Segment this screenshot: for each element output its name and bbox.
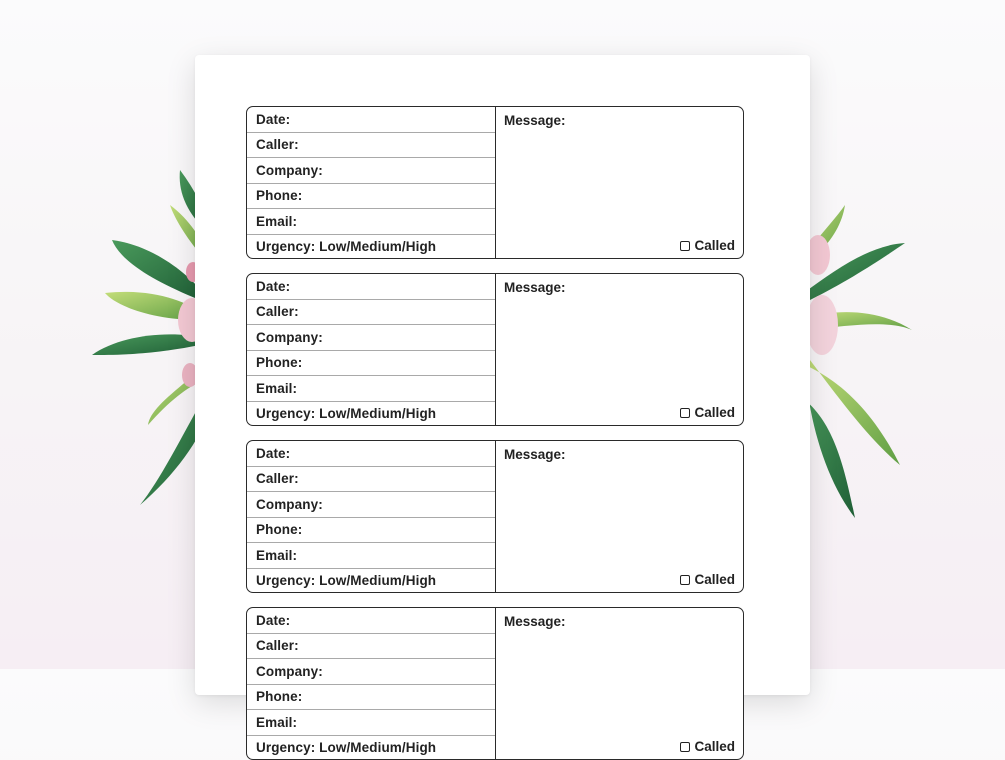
details-column [247, 274, 496, 425]
caller-field[interactable]: Caller: [247, 300, 495, 326]
date-field[interactable]: Date: [247, 441, 495, 467]
left-leaf-cluster [92, 170, 210, 505]
called-label: Called [694, 739, 735, 754]
email-field[interactable]: Email: [247, 710, 495, 736]
date-field[interactable]: Date: [247, 274, 495, 300]
checkbox-icon[interactable] [680, 241, 690, 251]
company-field[interactable]: Company: [247, 325, 495, 351]
phone-field[interactable]: Phone: [247, 518, 495, 544]
called-label: Called [694, 405, 735, 420]
right-leaf-cluster [805, 205, 912, 518]
date-field[interactable]: Date: [247, 107, 495, 133]
checkbox-icon[interactable] [680, 575, 690, 585]
phone-message-card [246, 273, 744, 426]
checkbox-icon[interactable] [680, 408, 690, 418]
details-column [247, 441, 496, 592]
called-checkbox[interactable] [680, 405, 735, 420]
phone-field[interactable]: Phone: [247, 351, 495, 377]
date-field[interactable]: Date: [247, 608, 495, 634]
message-area[interactable] [496, 107, 743, 258]
caller-field[interactable]: Caller: [247, 133, 495, 159]
message-area[interactable] [496, 608, 743, 759]
message-area[interactable] [496, 441, 743, 592]
planner-page [195, 55, 810, 755]
details-column [247, 608, 496, 759]
called-label: Called [694, 572, 735, 587]
message-area[interactable] [496, 274, 743, 425]
urgency-field[interactable]: Urgency: Low/Medium/High [256, 572, 437, 588]
phone-message-card [246, 106, 744, 259]
called-checkbox[interactable] [680, 572, 735, 587]
called-checkbox[interactable] [680, 739, 735, 754]
phone-field[interactable]: Phone: [247, 184, 495, 210]
checkbox-icon[interactable] [680, 742, 690, 752]
company-field[interactable]: Company: [247, 659, 495, 685]
message-label: Message: [504, 280, 566, 295]
email-field[interactable]: Email: [247, 543, 495, 569]
caller-field[interactable]: Caller: [247, 467, 495, 493]
phone-field[interactable]: Phone: [247, 685, 495, 711]
phone-message-card [246, 440, 744, 593]
company-field[interactable]: Company: [247, 158, 495, 184]
message-label: Message: [504, 113, 566, 128]
details-column [247, 107, 496, 258]
message-label: Message: [504, 614, 566, 629]
caller-field[interactable]: Caller: [247, 634, 495, 660]
phone-message-card [246, 607, 744, 760]
company-field[interactable]: Company: [247, 492, 495, 518]
urgency-field[interactable]: Urgency: Low/Medium/High [256, 739, 437, 755]
called-label: Called [694, 238, 735, 253]
message-label: Message: [504, 447, 566, 462]
called-checkbox[interactable] [680, 238, 735, 253]
email-field[interactable]: Email: [247, 209, 495, 235]
urgency-field[interactable]: Urgency: Low/Medium/High [256, 238, 437, 254]
email-field[interactable]: Email: [247, 376, 495, 402]
urgency-field[interactable]: Urgency: Low/Medium/High [256, 405, 437, 421]
